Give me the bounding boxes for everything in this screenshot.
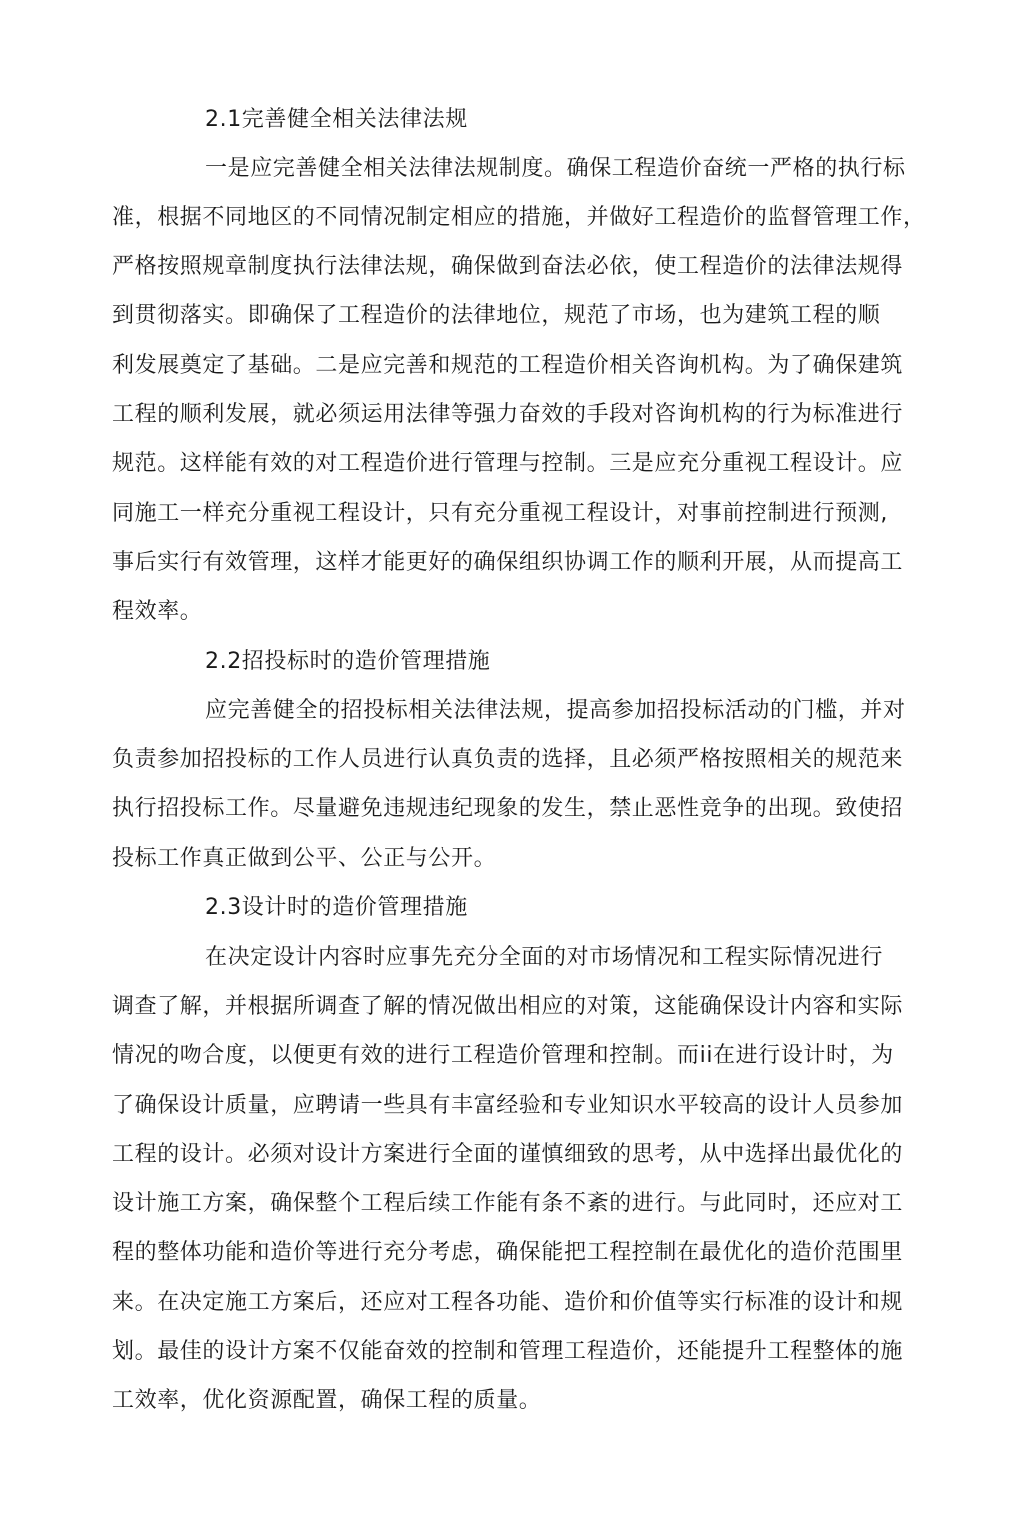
paragraph-line: 程效率。 [112,599,203,624]
paragraph-line: 应完善健全的招投标相关法律法规，提高参加招投标活动的门槛，并对 [205,698,906,723]
paragraph-line: 在决定设计内容时应事先充分全面的对市场情况和工程实际情况进行 [205,945,884,970]
paragraph-line: 投标工作真正做到公平、公正与公开。 [112,846,497,871]
paragraph-line: 设计施工方案，确保整个工程后续工作能有条不紊的进行。与此同时，还应对工 [112,1191,904,1216]
paragraph-line: 执行招投标工作。尽量避免违规违纪现象的发生，禁止恶性竞争的出现。致使招 [112,796,904,821]
section-heading: 2.1完善健全相关法律法规 [205,107,468,132]
section-heading: 2.2招投标时的造价管理措施 [205,649,491,674]
paragraph-line: 程的整体功能和造价等进行充分考虑，确保能把工程控制在最优化的造价范围里 [112,1240,904,1265]
paragraph-line: 准，根据不同地区的不同情况制定相应的措施，并做好工程造价的监督管理工作， [112,205,926,230]
paragraph-line: 工程的设计。必须对设计方案进行全面的谨慎细致的思考，从中选择出最优化的 [112,1142,904,1167]
paragraph-line: 工程的顺利发展，就必须运用法律等强力奋效的手段对咨询机构的行为标准进行 [112,402,904,427]
paragraph-line: 划。最佳的设计方案不仅能奋效的控制和管理工程造价，还能提升工程整体的施 [112,1339,904,1364]
paragraph-line: 规范。这样能有效的对工程造价进行管理与控制。三是应充分重视工程设计。应 [112,451,904,476]
paragraph-line: 工效率，优化资源配置，确保工程的质量。 [112,1388,542,1413]
paragraph-line: 负责参加招投标的工作人员进行认真负责的选择，且必须严格按照相关的规范来 [112,747,904,772]
paragraph-line: 了确保设计质量，应聘请一些具有丰富经验和专业知识水平较高的设计人员参加 [112,1093,904,1118]
paragraph-line: 利发展奠定了基础。二是应完善和规范的工程造价相关咨询机构。为了确保建筑 [112,353,904,378]
paragraph-line: 来。在决定施工方案后，还应对工程各功能、造价和价值等实行标准的设计和规 [112,1290,904,1315]
paragraph-line: 情况的吻合度，以便更有效的进行工程造价管理和控制。而ii在进行设计时，为 [112,1043,894,1068]
paragraph-line: 严格按照规章制度执行法律法规，确保做到奋法必依，使工程造价的法律法规得 [112,254,904,279]
paragraph-line: 到贯彻落实。即确保了工程造价的法律地位，规范了市场，也为建筑工程的顺 [112,303,881,328]
paragraph-line: 一是应完善健全相关法律法规制度。确保工程造价奋统一严格的执行标 [205,156,906,181]
paragraph-line: 调查了解，并根据所调查了解的情况做出相应的对策，这能确保设计内容和实际 [112,994,904,1019]
paragraph-line: 同施工一样充分重视工程设计，只有充分重视工程设计，对事前控制进行预测, [112,501,888,526]
section-heading: 2.3设计时的造价管理措施 [205,895,468,920]
paragraph-line: 事后实行有效管理，这样才能更好的确保组织协调工作的顺利开展，从而提高工 [112,550,904,575]
